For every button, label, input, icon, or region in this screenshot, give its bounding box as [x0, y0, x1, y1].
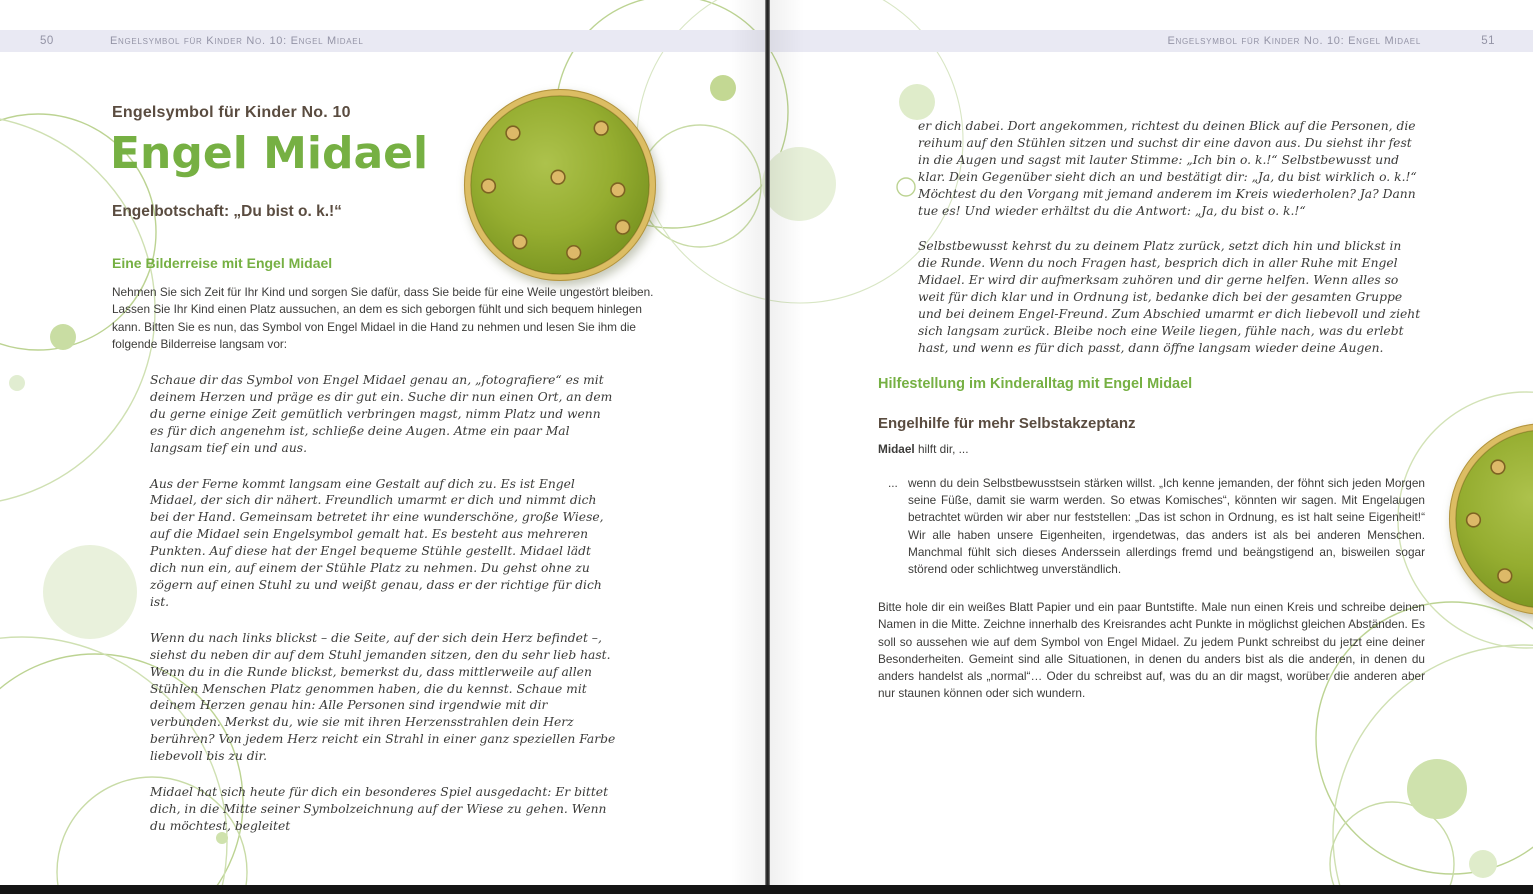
page-left-content	[112, 104, 658, 854]
closing-paragraph: Bitte hole dir ein weißes Blatt Papier und ein paar Buntstifte. Male nun einen Kreis und schreibe deinen Namen in die Mitte. Zeichne innerhalb des Kreisrandes acht Punkte in möglichst gleichen Abständen. Es soll so aussehen wie auf dem Symbol von Engel Midael. Zu jedem Punkt schreibst du jetzt eine deiner Besonderheiten. Gemeint sind alle Situationen, in denen du anders bist als die anderen, in denen du anders handelst als „normal“… Oder du schreibst auf, was du an dir magst, worüber die anderen aber nur staunen können oder sich wundern.	[878, 600, 1425, 701]
helper-lead-bold: Midael	[878, 441, 915, 456]
bullet-text: wenn du dein Selbstbewusstsein stärken willst. „Ich kenne jemanden, der föhnt sich jeden Morgen seine Füße, damit sie warm werden. So etwas Komisches“, könnten wir sagen. Mit Engelaugen betrachtet würden wir aber nur feststellen: „Das ist schon in Ordnung, es ist halt seine Eigenheit!“ Wir alle haben unsere Eigenheiten, irgendetwas, das anders ist als bei anderen Menschen. Manchmal fühlt sich dieses Anderssein allerdings fremd und beängstigend an, bisweilen sogar störend oder schlichtweg unverständlich.	[908, 475, 1425, 576]
angel-message-heading: Engelbotschaft: „Du bist o. k.!“	[112, 203, 342, 221]
bullet-marker: ...	[888, 475, 898, 490]
helper-lead-rest: hilft dir, ...	[914, 441, 969, 456]
angel-symbol-disc-icon	[1447, 421, 1533, 617]
meditation-paragraph: Selbstbewusst kehrst du zu deinem Platz zurück, setzt dich hin und blickst in die Runde. Wenn du noch Fragen hast, besprich dich in aller Ruhe mit Engel Midael. Er wird dir aufmerksam zuhören und dir gerne helfen. Wenn alles so weit für dich klar und in Ordnung ist, bedanke dich bei der gesamten Gruppe und bei deinem Engel-Freund. Zum Abschied umarmt er dich liebevoll und zieht sich langsam zurück. Bleibe noch eine Weile liegen, fühle nach, was du erlebt hast, und wenn es für dich passt, dann öffne langsam wieder deine Augen.	[918, 239, 1421, 355]
meditation-paragraph: Aus der Ferne kommt langsam eine Gestalt auf dich zu. Es ist Engel Midael, der sich dir nähert. Freundlich umarmt er dich und nimmt dich bei der Hand. Gemeinsam betretet ihr eine wunderschöne, große Wiese, auf die Midael sein Engelsymbol gemalt hat. Es besteht aus mehreren Punkten. Auf diese hat der Engel bequeme Stühle gestellt. Midael lädt dich nun ein, auf einem der Stühle Platz zu nehmen. Du gehst ohne zu zögern auf einen Stuhl zu und weißt genau, dass er der richtige für dich ist.	[150, 476, 604, 609]
helper-lead	[878, 441, 1425, 458]
page-title: Engel Midael	[110, 128, 429, 179]
bullet-item	[888, 475, 1425, 578]
section-heading-hilfestellung: Hilfestellung im Kinderalltag mit Engel Midael	[878, 375, 1193, 392]
page-number-left: 50	[40, 35, 54, 47]
meditation-paragraph: Wenn du nach links blickst – die Seite, auf der sich dein Herz befindet –, siehst du neben dir auf dem Stuhl jemanden sitzen, den du sehr lieb hast. Wenn du in die Runde blickst, bemerkst du, dass mittlerweile auf allen Stühlen Menschen Platz genommen haben, die du kennst. Schaue mit deinem Herzen genau hin: Alle Personen sind irgendwie mit dir verbunden. Merkst du, wie sie mit ihren Herzensstrahlen dein Herz berühren? Von jedem Herz reicht ein Strahl in einer ganz speziellen Farbe liebevoll bis zu dir.	[150, 630, 616, 764]
bottom-bar	[0, 885, 1533, 894]
meditation-paragraph: Schaue dir das Symbol von Engel Midael genau an, „fotografiere“ es mit deinem Herzen und präge es dir gut ein. Suche dir nun einen Ort, an dem du gerne einige Zeit gemütlich verbringen magst, nimm Platz und wenn es für dich angenehm ist, schließe deine Augen. Atme ein paar Mal langsam tief ein und aus.	[150, 373, 613, 455]
running-head-left: Engelsymbol für Kinder No. 10: Engel Midael	[110, 35, 364, 47]
page-header-left	[0, 30, 766, 52]
page-right-content	[878, 118, 1425, 702]
meditation-paragraph: Midael hat sich heute für dich ein besonderes Spiel ausgedacht: Er bittet dich, in die Mitte seiner Symbolzeichnung auf der Wiese zu gehen. Wenn du möchtest, begleitet	[150, 785, 609, 833]
spine-gutter	[765, 0, 770, 885]
series-kicker: Engelsymbol für Kinder No. 10	[112, 104, 351, 121]
meditation-paragraph: er dich dabei. Dort angekommen, richtest du deinen Blick auf die Personen, die reihum auf den Stühlen sitzen und suchst dir eine davon aus. Du siehst ihr fest in die Augen und sagst mit lauter Stimme: „Ich bin o. k.!“ Selbstbewusst und klar. Dein Gegenüber sieht dich an und bestätigt dir: „Ja, du bist wirklich o. k.!“ Möchtest du den Vorgang mit jemand anderem im Kreis wiederholen? Ja? Dann tue es! Und wieder erhältst du die Antwort: „Ja, du bist o. k.!“	[918, 119, 1417, 218]
section-heading-bilderreise: Eine Bilderreise mit Engel Midael	[112, 255, 333, 272]
meditation-text-right	[918, 118, 1424, 357]
meditation-text-left	[150, 372, 618, 835]
page-header-right	[770, 30, 1533, 52]
running-head-right: Engelsymbol für Kinder No. 10: Engel Midael	[1167, 35, 1421, 47]
angel-symbol-image-partial	[1447, 421, 1533, 617]
subsection-heading-selbstakzeptanz: Engelhilfe für mehr Selbstakzeptanz	[878, 414, 1136, 432]
intro-paragraph: Nehmen Sie sich Zeit für Ihr Kind und sorgen Sie dafür, dass Sie beide für eine Weile ungestört bleiben. Lassen Sie Ihr Kind einen Platz aussuchen, an dem es sich geborgen fühlt und sich bequem hinlegen kann. Bitten Sie es nun, das Symbol von Engel Midael in die Hand zu nehmen und lesen Sie ihm die folgende Bilderreise langsam vor:	[112, 285, 654, 351]
page-number-right: 51	[1481, 35, 1495, 47]
